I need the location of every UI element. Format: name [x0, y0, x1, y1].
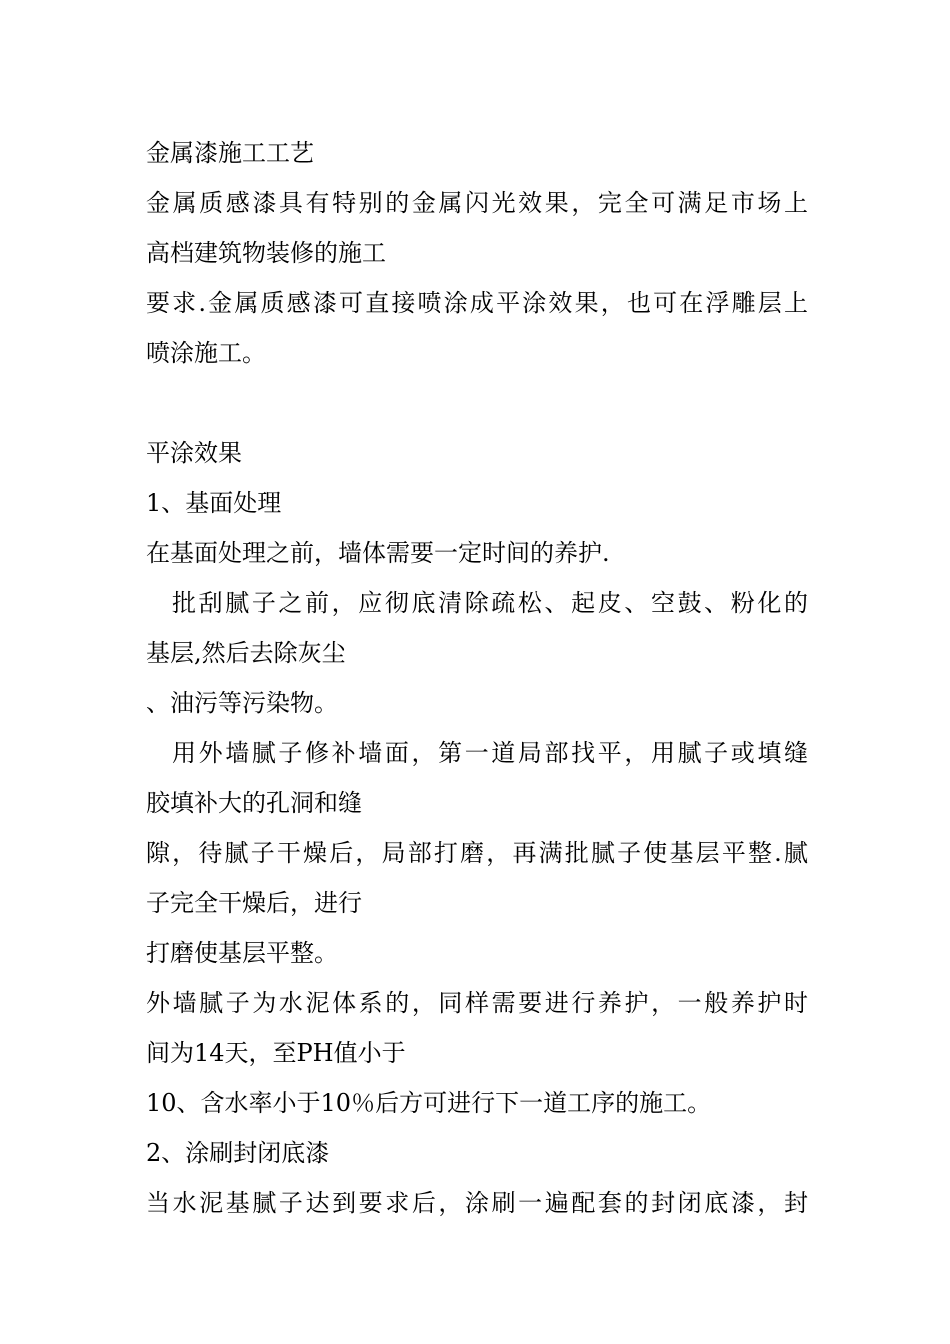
section-heading: 平涂效果 [146, 439, 242, 467]
paragraph-line: 要求.金属质感漆可直接喷涂成平涂效果，也可在浮雕层上 [146, 289, 808, 317]
paragraph-line: 喷涂施工。 [146, 339, 266, 367]
paragraph-line: 基层,然后去除灰尘 [146, 639, 346, 667]
paragraph-line: 当水泥基腻子达到要求后，涂刷一遍配套的封闭底漆，封 [146, 1189, 808, 1217]
paragraph-line: 在基面处理之前，墙体需要一定时间的养护. [146, 539, 610, 567]
subsection-heading: 2、涂刷封闭底漆 [146, 1139, 330, 1167]
paragraph-line: 隙，待腻子干燥后，局部打磨，再满批腻子使基层平整.腻 [146, 839, 808, 867]
blank-line [146, 378, 808, 428]
paragraph-line: 间为14天，至PH值小于 [146, 1039, 406, 1067]
paragraph-line: 打磨使基层平整。 [146, 939, 338, 967]
paragraph-line: 外墙腻子为水泥体系的，同样需要进行养护，一般养护时 [146, 989, 808, 1017]
paragraph-line: 高档建筑物装修的施工 [146, 239, 386, 267]
subsection-heading: 1、基面处理 [146, 489, 282, 517]
paragraph-line: 胶填补大的孔洞和缝 [146, 789, 362, 817]
paragraph-line: 10、含水率小于10％后方可进行下一道工序的施工。 [146, 1089, 712, 1117]
document-body [146, 128, 808, 1228]
document-title: 金属漆施工工艺 [146, 139, 314, 167]
paragraph-line: 批刮腻子之前，应彻底清除疏松、起皮、空鼓、粉化的 [172, 589, 808, 617]
paragraph-line: 、油污等污染物。 [146, 689, 338, 717]
paragraph-line: 金属质感漆具有特别的金属闪光效果，完全可满足市场上 [146, 189, 808, 217]
paragraph-line: 用外墙腻子修补墙面，第一道局部找平，用腻子或填缝 [172, 739, 808, 767]
paragraph-line: 子完全干燥后，进行 [146, 889, 362, 917]
